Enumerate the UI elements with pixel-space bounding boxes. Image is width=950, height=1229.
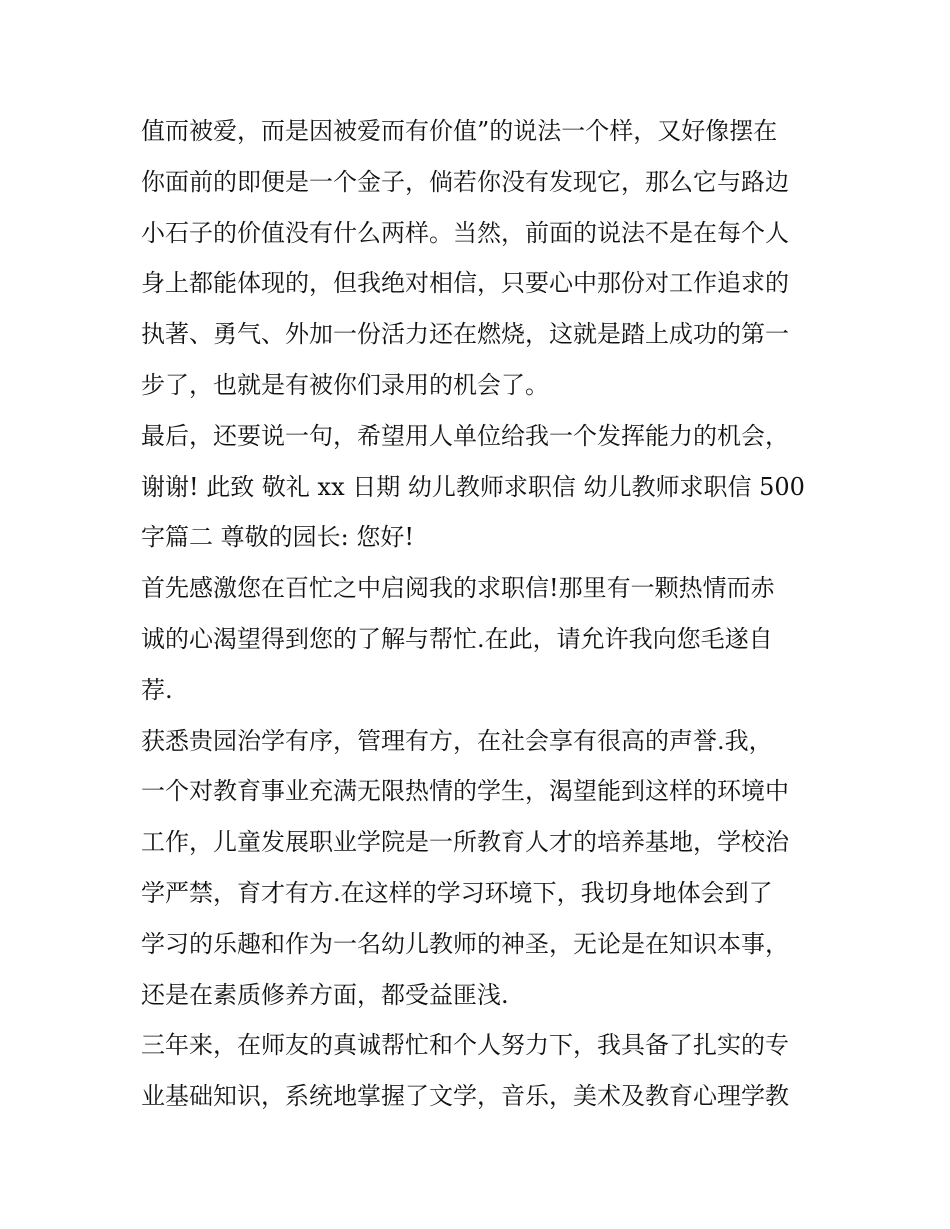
- text-line: 谢谢! 此致 敬礼 xx 日期 幼儿教师求职信 幼儿教师求职信 500: [141, 472, 805, 501]
- text-line: 你面前的即便是一个金子，倘若你没有发现它，那么它与路边: [141, 167, 789, 196]
- text-line: 获悉贵园治学有序，管理有方，在社会享有很高的声誉.我，: [141, 726, 773, 755]
- text-line: 工作，儿童发展职业学院是一所教育人才的培养基地，学校治: [141, 828, 789, 857]
- text-line: 身上都能体现的，但我绝对相信，只要心中那份对工作追求的: [141, 269, 789, 298]
- text-line: 步了，也就是有被你们录用的机会了。: [141, 370, 549, 399]
- text-line: 业基础知识，系统地掌握了文学，音乐，美术及教育心理学教: [141, 1082, 789, 1111]
- text-line: 三年来，在师友的真诚帮忙和个人努力下，我具备了扎实的专: [141, 1031, 789, 1060]
- text-line: 小石子的价值没有什么两样。当然，前面的说法不是在每个人: [141, 218, 789, 247]
- text-line: 诚的心渴望得到您的了解与帮忙.在此，请允许我向您毛遂自: [141, 624, 773, 653]
- text-line: 学习的乐趣和作为一名幼儿教师的神圣，无论是在知识本事，: [141, 929, 789, 958]
- text-line: 字篇二 尊敬的园长: 您好!: [141, 523, 414, 552]
- text-line: 荐.: [141, 675, 173, 704]
- text-line: 执著、勇气、外加一份活力还在燃烧，这就是踏上成功的第一: [141, 320, 789, 349]
- text-line: 还是在素质修养方面，都受益匪浅.: [141, 980, 509, 1009]
- text-line: 值而被爱，而是因被爱而有价值”的说法一个样，又好像摆在: [141, 117, 778, 145]
- text-line: 首先感激您在百忙之中启阅我的求职信!那里有一颗热情而赤: [141, 574, 775, 603]
- body-text: [141, 106, 821, 1122]
- text-line: 一个对教育事业充满无限热情的学生，渴望能到这样的环境中: [141, 777, 789, 806]
- text-line: 最后，还要说一句，希望用人单位给我一个发挥能力的机会，: [141, 421, 789, 450]
- text-line: 学严禁，育才有方.在这样的学习环境下，我切身地体会到了: [141, 878, 773, 907]
